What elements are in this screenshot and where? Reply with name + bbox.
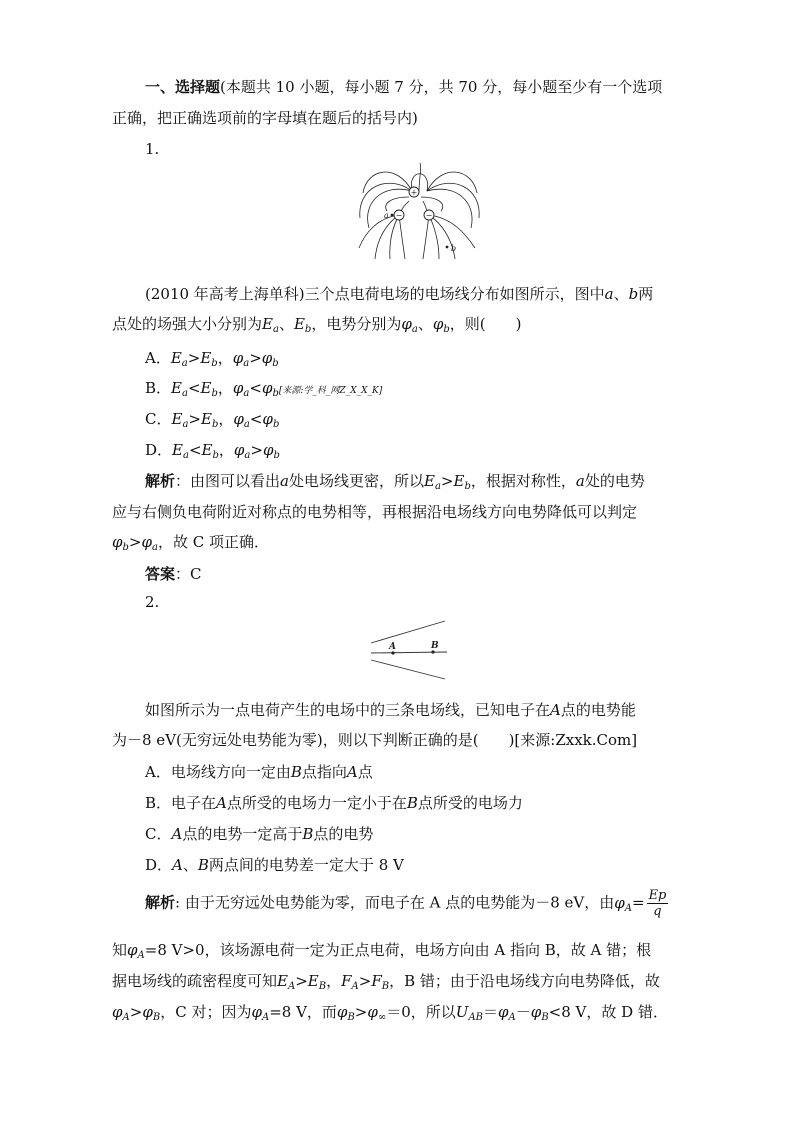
q2-option-a: A．电场线方向一定由B点指向A点 [145, 763, 373, 781]
source-note: [来源:学_科_网Z_X_X_K] [278, 386, 383, 396]
q2-point-b-label: B [431, 641, 439, 651]
q2-analysis-line-1: 解析: 由于无穷远处电势能为零，而电子在 A 点的电势能为－8 eV，由$\varphi_A=$ $\frac{Ep}{q}$ [145, 888, 667, 919]
q1-charge-label: − [425, 211, 433, 220]
q2-analysis-line-4: $\varphi_A>\varphi_B$，C 对；因为$\varphi_A=8$ V，而$\varphi_B>\varphi_\infty=0$，所以$U_{AB}=\varphi_A-\varphi_B<8$ V，故 D 错． [112, 1003, 668, 1023]
q2-field-line-figure [367, 618, 449, 680]
q2-analysis-line-3: 据电场线的疏密程度可知$E_A>E_B$，$F_A>F_B$，B 错；由于沿电场线方向电势降低，故 [112, 972, 660, 992]
ep-over-q-fraction: $\frac{Ep}{q}$ [648, 888, 667, 919]
q1-option-b: B．$E_a<E_b$，$\varphi_a<\varphi_b$[来源:学_科_网Z_X_X_K] [145, 379, 383, 399]
q1-stem-line-2: 点处的场强大小分别为$E_a$、$E_b$，电势分别为$\varphi_a$、$\varphi_b$，则( ) [112, 315, 522, 335]
answer-label: 答案 [145, 565, 176, 583]
q1-number: 1. [145, 140, 160, 158]
q2-point-a-label: A [389, 642, 396, 652]
q1-point-b-label: b [451, 244, 457, 253]
q2-option-b: B．电子在A点所受的电场力一定小于在B点所受的电场力 [145, 794, 523, 812]
q1-point-a-label: a [384, 211, 389, 220]
q1-stem-line-1: (2010 年高考上海单科)三个点电荷电场的电场线分布如图所示，图中a、b两 [145, 285, 654, 303]
section-intro-line-1: 一、选择题(本题共 10 小题，每小题 7 分，共 70 分，每小题至少有一个选项 [145, 78, 663, 96]
q2-stem-line-1: 如图所示为一点电荷产生的电场中的三条电场线，已知电子在A点的电势能 [145, 701, 636, 719]
q2-option-c: C．A点的电势一定高于B点的电势 [145, 825, 374, 843]
q1-field-line-figure [357, 163, 483, 261]
section-intro-line-2: 正确，把正确选项前的字母填在题后的括号内) [112, 109, 418, 127]
q1-option-d: D．$E_a<E_b$，$\varphi_a>\varphi_b$ [145, 441, 280, 461]
analysis-label: 解析 [145, 893, 176, 912]
q2-option-d: D．A、B两点间的电势差一定大于 8 V [145, 856, 404, 874]
q2-stem-line-2: 为－8 eV(无穷远处电势能为零)，则以下判断正确的是( )[来源:Zxxk.Com] [112, 731, 638, 749]
q1-answer: 答案：C [145, 565, 202, 583]
q1-analysis-line-3: $\varphi_b>\varphi_a$，故 C 项正确． [112, 533, 269, 553]
q1-analysis-line-1: 解析：由图可以看出a处电场线更密，所以$E_a>E_b$，根据对称性，a处的电势 [145, 472, 645, 492]
analysis-label: 解析 [145, 472, 176, 490]
q2-analysis-line-2: 知$\varphi_A=8$ V>0，该场源电荷一定为正点电荷，电场方向由 A 指向 B，故 A 错；根 [112, 941, 652, 961]
q1-option-a: A．$E_a>E_b$，$\varphi_a>\varphi_b$ [145, 349, 279, 369]
q1-charge-label: + [410, 188, 418, 197]
q1-charge-label: − [395, 211, 403, 220]
q2-number: 2. [145, 593, 160, 611]
q1-option-c: C．$E_a>E_b$，$\varphi_a<\varphi_b$ [145, 410, 280, 430]
section-heading: 一、选择题 [145, 78, 221, 96]
q1-analysis-line-2: 应与右侧负电荷附近对称点的电势相等，再根据沿电场线方向电势降低可以判定 [112, 503, 638, 521]
